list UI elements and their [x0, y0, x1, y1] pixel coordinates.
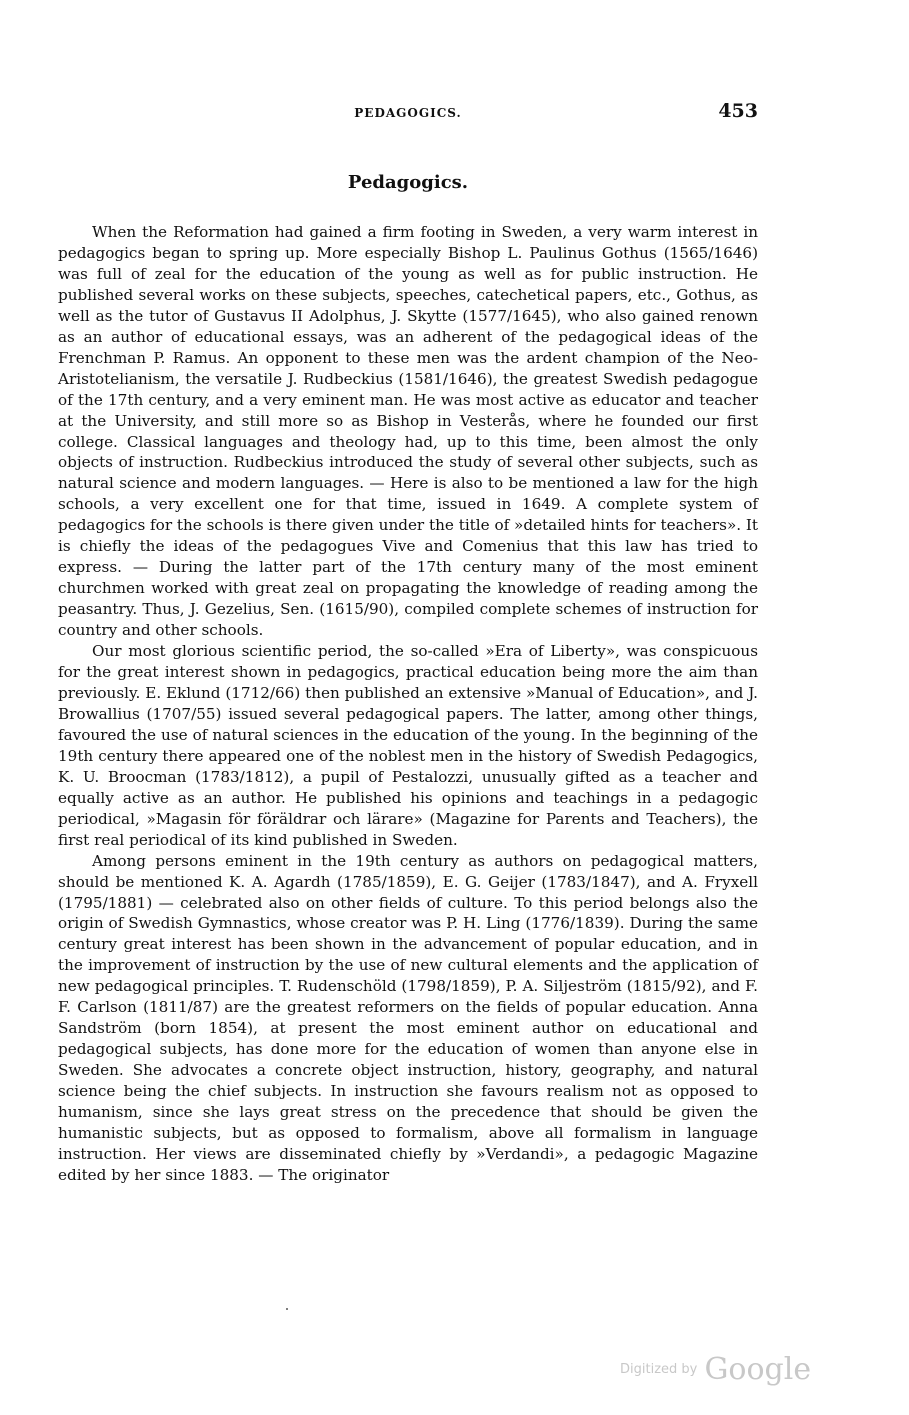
paragraph-reformation: When the Reformation had gained a firm footing in Sweden, a very warm interest in pedagogics began to spring up. More especially Bishop L. Paulinus Gothus (1565/1646) was full of zeal for the education of the young as well as for public instruction. He published several works on these subjects, speeches, catechetical papers, etc., Gothus, as well as the tutor of Gustavus II Adolphus, J. Skytte (1577/1645), who also gained renown as an author of educational essays, was an adherent of the pedagogical ideas of the Frenchman P. Ramus. An opponent to these men was the ardent champion of the Neo-Aristotelianism, the versatile J. Rudbeckius (1581/1646), the greatest Swedish pedagogue of the 17th century, and a very eminent man. He was most active as educator and teacher at the University, and still more so as Bishop in Vesterås, where he founded our first college. Classical languages and theology had, up to this time, been almost the only objects of instruction. Rudbeckius introduced the study of several other subjects, such as natural science and modern languages. — Here is also to be mentioned a law for the high schools, a very excellent one for that time, issued in 1649. A complete system of pedagogics for the schools is there given under the title of »detailed hints for teachers». It is chiefly the ideas of the pedagogues Vive and Comenius that this law has tried to express. — During the latter part of the 17th century many of the most eminent churchmen worked with great zeal on propagating the knowledge of reading among the peasantry. Thus, J. Gezelius, Sen. (1615/90), compiled complete schemes of instruction for country and other schools.	[58, 223, 758, 640]
digitized-by-label: Digitized by	[620, 1362, 698, 1377]
scan-speck	[286, 1308, 288, 1310]
running-header	[58, 100, 758, 130]
page-number: 453	[718, 100, 758, 122]
body-text	[58, 222, 758, 1186]
google-logo: Google	[704, 1352, 812, 1387]
section-title: Pedagogics.	[347, 172, 469, 193]
paragraph-19th-century: Among persons eminent in the 19th century as authors on pedagogical matters, should be mentioned K. A. Agardh (1785/1859), E. G. Geijer (1783/1847), and A. Fryxell (1795/1881) — celebrated also on other fields of culture. To this period belongs also the origin of Swedish Gymnastics, whose creator was P. H. Ling (1776/1839). During the same century great interest has been shown in the advancement of popular education, and in the improvement of instruction by the use of new cultural elements and the application of new pedagogical principles. T. Rudenschöld (1798/1859), P. A. Siljeström (1815/92), and F. F. Carlson (1811/87) are the greatest reformers on the fields of popular education. Anna Sandström (born 1854), at present the most eminent author on educational and pedagogical subjects, has done more for the education of women than anyone else in Sweden. She advocates a concrete object instruction, history, geography, and natural science being the chief subjects. In instruction she favours realism not as opposed to humanism, since she lays great stress on the precedence that should be given the humanistic subjects, but as opposed to formalism, above all formalism in language instruction. Her views are disseminated chiefly by »Verdandi», a pedagogic Magazine edited by her since 1883. — The originator	[58, 851, 758, 1184]
digitized-by-google-watermark	[620, 1352, 820, 1392]
running-title: PEDAGOGICS.	[354, 106, 462, 120]
paragraph-era-of-liberty: Our most glorious scientific period, the so-called »Era of Liberty», was conspicuous for the great interest shown in pedagogics, practical education being more the aim than previously. E. Eklund (1712/66) then published an extensive »Manual of Education», and J. Browallius (1707/55) issued several pedagogical papers. The latter, among other things, favoured the use of natural sciences in the education of the young. In the beginning of the 19th century there appeared one of the noblest men in the history of Swedish Pedagogics, K. U. Broocman (1783/1812), a pupil of Pestalozzi, unusually gifted as a teacher and equally active as an author. He published his opinions and teachings in a pedagogic periodical, »Magasin för föräldrar och lärare» (Magazine for Parents and Teachers), the first real periodical of its kind published in Sweden.	[58, 642, 758, 849]
